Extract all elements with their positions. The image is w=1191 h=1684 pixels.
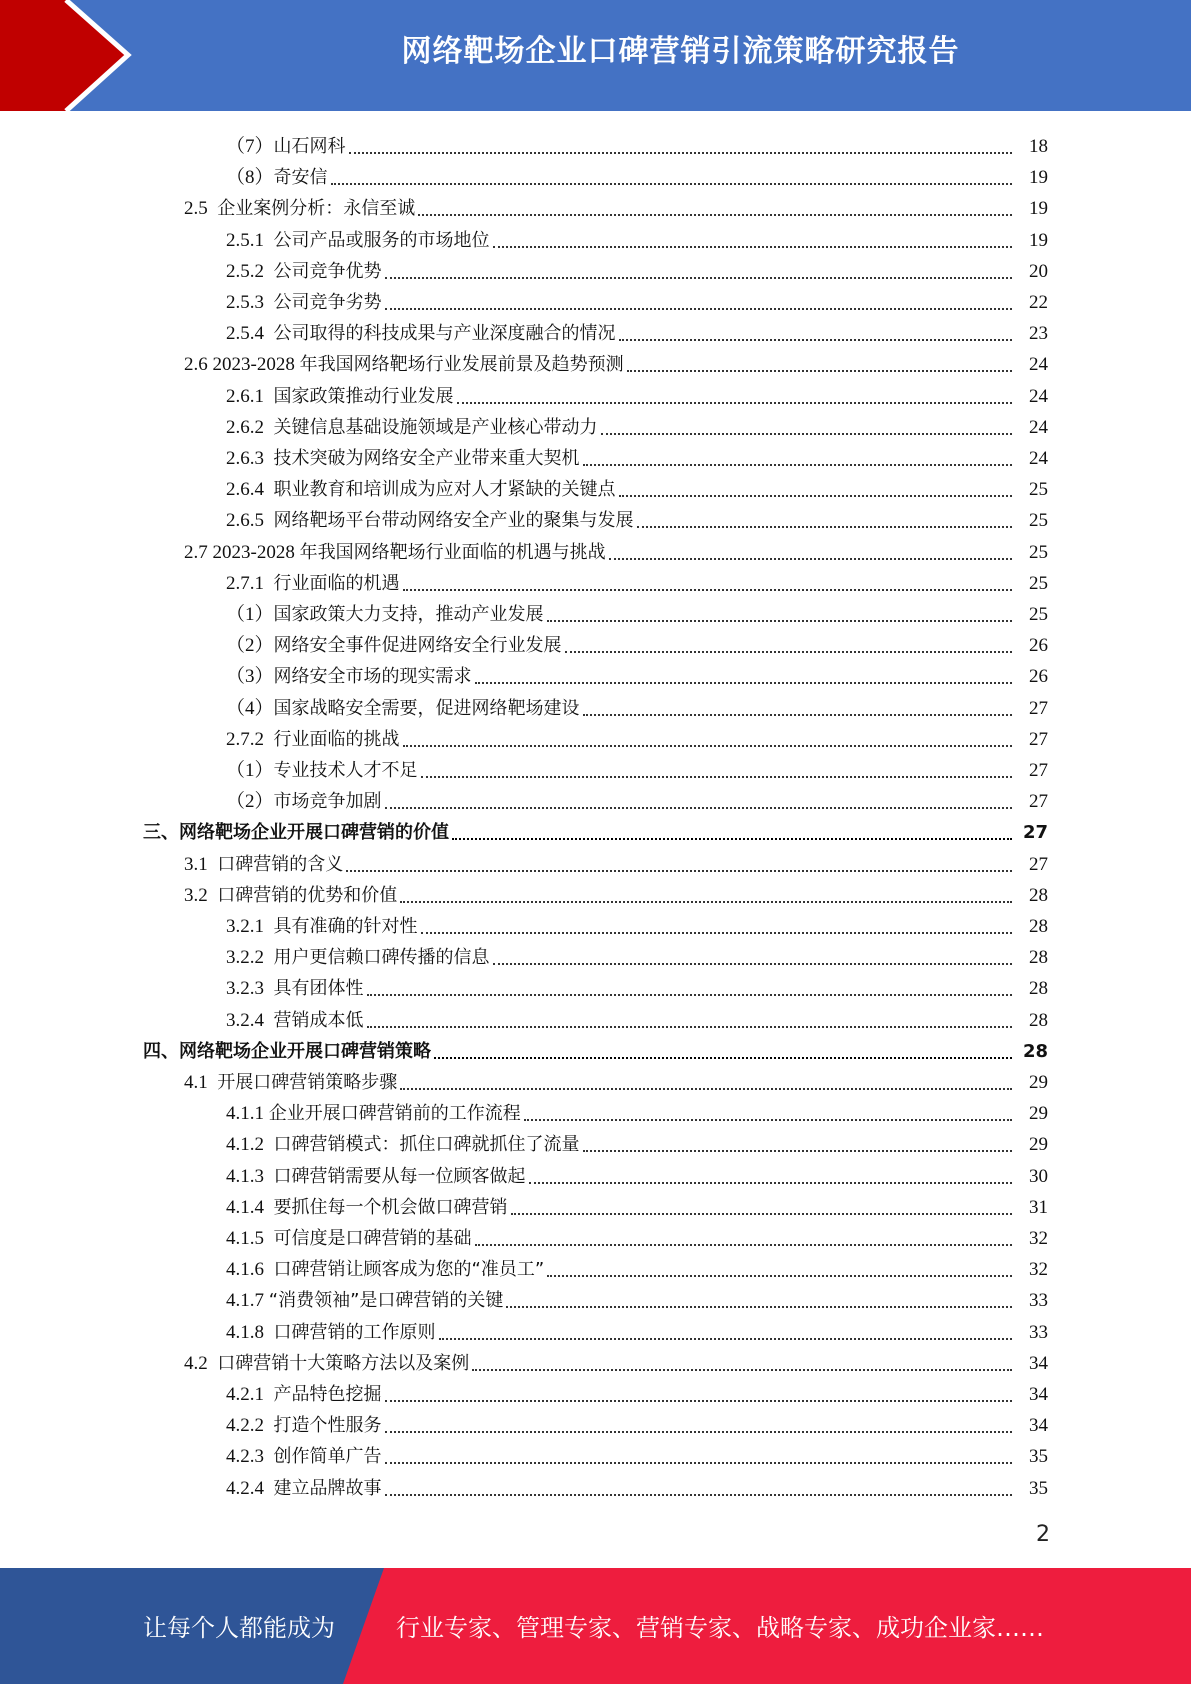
toc-entry-number: 4.2.3 bbox=[226, 1446, 274, 1468]
header-banner bbox=[0, 0, 1191, 111]
toc-entry-page: 25 bbox=[1029, 572, 1048, 594]
toc-entry-number: 3.2.4 bbox=[226, 1009, 274, 1031]
toc-entry[interactable] bbox=[0, 1345, 1191, 1376]
toc-dot-leader bbox=[547, 619, 1012, 622]
toc-entry-page: 24 bbox=[1029, 416, 1048, 438]
toc-entry-title: 公司取得的科技成果与产业深度融合的情况 bbox=[273, 323, 616, 345]
toc-entry-page: 27 bbox=[1022, 822, 1048, 844]
toc-dot-leader bbox=[385, 1430, 1013, 1433]
toc-entry-page: 22 bbox=[1029, 292, 1048, 313]
toc-entry-number: （8） bbox=[226, 167, 274, 189]
toc-entry-page: 27 bbox=[1029, 697, 1048, 719]
toc-entry-title: 国家政策推动行业发展 bbox=[273, 385, 454, 407]
toc-entry[interactable] bbox=[0, 908, 1191, 939]
toc-dot-leader bbox=[367, 1025, 1013, 1028]
footer-slogan-left: 让每个人都能成为 bbox=[143, 1614, 335, 1642]
toc-entry-page: 19 bbox=[1029, 229, 1048, 251]
toc-entry[interactable] bbox=[0, 409, 1191, 440]
toc-entry-number: 4.1.5 bbox=[226, 1228, 274, 1249]
toc-entry[interactable] bbox=[0, 658, 1191, 689]
toc-entry-page: 27 bbox=[1029, 760, 1048, 781]
toc-entry-number: 2.6.1 bbox=[226, 385, 274, 407]
toc-entry-number: （3） bbox=[226, 666, 274, 688]
toc-entry-page: 25 bbox=[1029, 541, 1048, 563]
toc-dot-leader bbox=[475, 681, 1012, 684]
toc-entry[interactable] bbox=[0, 253, 1191, 284]
toc-entry-title: 企业案例分析：永信至诚 bbox=[217, 198, 416, 220]
toc-dot-leader bbox=[439, 1337, 1013, 1340]
toc-entry-number: 4.1.1 bbox=[226, 1103, 269, 1125]
footer-slogan-right: 行业专家、管理专家、营销专家、战略专家、成功企业家…… bbox=[396, 1614, 1044, 1642]
toc-entry-page: 33 bbox=[1029, 1290, 1048, 1312]
toc-dot-leader bbox=[601, 432, 1013, 435]
toc-entry-page: 28 bbox=[1029, 978, 1048, 1000]
toc-entry-title: 职业教育和培训成为应对人才紧缺的关键点 bbox=[273, 479, 616, 501]
toc-entry-number: 3.2.2 bbox=[226, 947, 274, 969]
toc-entry-number: 4.1.6 bbox=[226, 1259, 274, 1281]
toc-entry[interactable] bbox=[0, 970, 1191, 1001]
toc-entry-title: 行业面临的挑战 bbox=[273, 728, 400, 750]
toc-entry-number: 3.2 bbox=[184, 884, 218, 906]
toc-entry-page: 28 bbox=[1029, 947, 1048, 969]
toc-entry[interactable] bbox=[0, 159, 1191, 190]
toc-entry-title: 网络靶场平台带动网络安全产业的聚集与发展 bbox=[273, 510, 634, 532]
toc-entry[interactable] bbox=[0, 284, 1191, 315]
toc-entry-title: 具有团体性 bbox=[273, 978, 364, 1000]
toc-entry-title: 网络安全事件促进网络安全行业发展 bbox=[273, 635, 562, 657]
toc-dot-leader bbox=[385, 307, 1013, 310]
toc-dot-leader bbox=[583, 713, 1012, 716]
toc-entry-page: 29 bbox=[1029, 1072, 1048, 1093]
toc-entry-page: 25 bbox=[1029, 479, 1048, 501]
toc-entry-title: 关键信息基础设施领域是产业核心带动力 bbox=[273, 416, 598, 438]
toc-dot-leader bbox=[367, 993, 1013, 996]
toc-entry-number: 2.7.2 bbox=[226, 728, 274, 750]
toc-entry-number: 2.6.2 bbox=[226, 416, 274, 438]
toc-dot-leader bbox=[403, 744, 1013, 747]
toc-dot-leader bbox=[493, 962, 1013, 965]
toc-entry-page: 23 bbox=[1029, 323, 1048, 345]
toc-entry-number: 4.1 bbox=[184, 1072, 218, 1093]
toc-dot-leader bbox=[400, 1087, 1012, 1090]
toc-dot-leader bbox=[565, 650, 1012, 653]
toc-entry[interactable] bbox=[0, 1095, 1191, 1126]
toc-entry-title: 奇安信 bbox=[273, 167, 328, 189]
toc-dot-leader bbox=[421, 931, 1013, 934]
toc-dot-leader bbox=[403, 588, 1013, 591]
toc-dot-leader bbox=[637, 525, 1013, 528]
toc-dot-leader bbox=[627, 369, 1012, 372]
toc-entry[interactable] bbox=[0, 1282, 1191, 1313]
toc-entry-title: 公司竞争优势 bbox=[273, 260, 382, 282]
toc-entry[interactable] bbox=[0, 752, 1191, 783]
toc-entry-number: 4.1.8 bbox=[226, 1321, 274, 1343]
toc-entry-title: 口碑营销需要从每一位顾客做起 bbox=[273, 1165, 526, 1187]
toc-entry-page: 24 bbox=[1029, 385, 1048, 407]
toc-entry[interactable] bbox=[0, 1126, 1191, 1157]
toc-entry-title: 企业开展口碑营销前的工作流程 bbox=[268, 1103, 521, 1125]
toc-entry-page: 24 bbox=[1029, 448, 1048, 469]
toc-entry-number: （2） bbox=[226, 791, 274, 813]
toc-entry-title: 公司竞争劣势 bbox=[273, 292, 382, 313]
toc-entry-title: 可信度是口碑营销的基础 bbox=[273, 1228, 472, 1249]
toc-entry-page: 30 bbox=[1029, 1165, 1048, 1187]
toc-entry[interactable] bbox=[0, 471, 1191, 502]
toc-entry-number: （2） bbox=[226, 635, 274, 657]
toc-entry-page: 29 bbox=[1029, 1134, 1048, 1156]
toc-entry-title: 三、网络靶场企业开展口碑营销的价值 bbox=[143, 822, 449, 844]
toc-entry-number: 2.5.1 bbox=[226, 229, 274, 251]
toc-entry-title: 国家政策大力支持，推动产业发展 bbox=[273, 604, 544, 625]
toc-dot-leader bbox=[452, 837, 1012, 840]
toc-dot-leader bbox=[511, 1212, 1013, 1215]
toc-entry-title: 口碑营销十大策略方法以及案例 bbox=[217, 1352, 470, 1374]
toc-entry-title: “消费领袖”是口碑营销的关键 bbox=[268, 1290, 504, 1312]
toc-entry-page: 19 bbox=[1029, 198, 1048, 220]
toc-entry-number: 2.5.3 bbox=[226, 292, 274, 313]
toc-dot-leader bbox=[583, 1149, 1013, 1152]
toc-entry-page: 24 bbox=[1029, 354, 1048, 376]
toc-entry-title: 山石网科 bbox=[273, 136, 346, 157]
toc-entry[interactable] bbox=[0, 1220, 1191, 1251]
toc-entry-number: 2.5.2 bbox=[226, 260, 274, 282]
toc-entry-number: 3.1 bbox=[184, 853, 218, 875]
toc-entry-page: 32 bbox=[1029, 1228, 1048, 1249]
toc-entry[interactable] bbox=[0, 1189, 1191, 1220]
toc-dot-leader bbox=[619, 494, 1013, 497]
toc-entry[interactable] bbox=[0, 222, 1191, 253]
toc-entry-page: 25 bbox=[1029, 510, 1048, 532]
toc-entry-number: 3.2.3 bbox=[226, 978, 274, 1000]
toc-entry-title: 开展口碑营销策略步骤 bbox=[217, 1072, 398, 1093]
toc-entry[interactable] bbox=[0, 596, 1191, 627]
toc-dot-leader bbox=[331, 182, 1012, 185]
toc-entry-page: 35 bbox=[1029, 1477, 1048, 1499]
toc-dot-leader bbox=[619, 338, 1013, 341]
toc-entry-page: 28 bbox=[1022, 1040, 1048, 1062]
toc-entry-page: 34 bbox=[1029, 1415, 1048, 1437]
toc-entry-number: 4.1.4 bbox=[226, 1196, 274, 1218]
toc-entry-number: 2.6.3 bbox=[226, 448, 274, 469]
toc-entry-number: 2.5 bbox=[184, 198, 218, 220]
toc-entry-page: 34 bbox=[1029, 1384, 1048, 1405]
toc-entry[interactable] bbox=[0, 346, 1191, 377]
toc-entry-number: 4.1.3 bbox=[226, 1165, 274, 1187]
toc-entry-title: 用户更信赖口碑传播的信息 bbox=[273, 947, 490, 969]
toc-entry-title: 技术突破为网络安全产业带来重大契机 bbox=[273, 448, 580, 469]
toc-entry-title: 口碑营销让顾客成为您的“准员工” bbox=[273, 1259, 545, 1281]
report-title: 网络靶场企业口碑营销引流策略研究报告 bbox=[401, 34, 960, 69]
toc-entry[interactable] bbox=[0, 783, 1191, 814]
toc-dot-leader bbox=[385, 1461, 1013, 1464]
toc-entry-number: 2.5.4 bbox=[226, 323, 274, 345]
toc-entry[interactable] bbox=[0, 1251, 1191, 1282]
toc-entry-title: 年我国网络靶场行业面临的机遇与挑战 bbox=[299, 541, 606, 563]
toc-entry[interactable] bbox=[0, 315, 1191, 346]
toc-entry-page: 32 bbox=[1029, 1259, 1048, 1281]
toc-entry-number: 3.2.1 bbox=[226, 916, 274, 937]
toc-entry-page: 19 bbox=[1029, 167, 1048, 189]
toc-entry-title: 公司产品或服务的市场地位 bbox=[273, 229, 490, 251]
toc-entry-page: 27 bbox=[1029, 791, 1048, 813]
toc-entry[interactable] bbox=[0, 1158, 1191, 1189]
toc-entry-page: 26 bbox=[1029, 666, 1048, 688]
toc-entry-page: 31 bbox=[1029, 1196, 1048, 1218]
toc-entry[interactable] bbox=[0, 128, 1191, 159]
toc-entry-number: 2.6.4 bbox=[226, 479, 274, 501]
toc-entry-number: 2.6.5 bbox=[226, 510, 274, 532]
toc-dot-leader bbox=[421, 775, 1012, 778]
toc-entry[interactable] bbox=[0, 939, 1191, 970]
toc-entry[interactable] bbox=[0, 378, 1191, 409]
toc-entry-number: 4.2.1 bbox=[226, 1384, 274, 1405]
toc-dot-leader bbox=[529, 1181, 1013, 1184]
toc-entry[interactable] bbox=[0, 877, 1191, 908]
toc-entry-title: 打造个性服务 bbox=[273, 1415, 382, 1437]
toc-dot-leader bbox=[418, 213, 1012, 216]
toc-entry[interactable] bbox=[0, 1376, 1191, 1407]
toc-entry-title: 国家战略安全需要，促进网络靶场建设 bbox=[273, 697, 580, 719]
toc-entry-number: 4.1.7 bbox=[226, 1290, 269, 1312]
toc-entry[interactable] bbox=[0, 190, 1191, 221]
toc-entry-number: 4.2.4 bbox=[226, 1477, 274, 1499]
toc-entry-title: 营销成本低 bbox=[273, 1009, 364, 1031]
toc-entry-page: 27 bbox=[1029, 728, 1048, 750]
toc-entry[interactable] bbox=[0, 721, 1191, 752]
toc-dot-leader bbox=[385, 806, 1012, 809]
toc-entry-page: 28 bbox=[1029, 884, 1048, 906]
toc-entry-number: 2.7.1 bbox=[226, 572, 274, 594]
toc-entry-title: 年我国网络靶场行业发展前景及趋势预测 bbox=[299, 354, 624, 376]
toc-dot-leader bbox=[547, 1274, 1012, 1277]
toc-entry-title: 市场竞争加剧 bbox=[273, 791, 382, 813]
toc-entry[interactable] bbox=[0, 814, 1191, 845]
toc-entry-number: 2.6 2023-2028 bbox=[184, 354, 300, 376]
toc-entry-number: 4.2 bbox=[184, 1352, 218, 1374]
toc-entry-title: 行业面临的机遇 bbox=[273, 572, 400, 594]
toc-entry-title: 产品特色挖掘 bbox=[273, 1384, 382, 1405]
toc-dot-leader bbox=[506, 1305, 1012, 1308]
toc-entry-number: （7） bbox=[226, 136, 274, 157]
toc-dot-leader bbox=[609, 557, 1012, 560]
toc-dot-leader bbox=[524, 1118, 1012, 1121]
toc-dot-leader bbox=[400, 900, 1012, 903]
toc-entry-title: 口碑营销的工作原则 bbox=[273, 1321, 436, 1343]
toc-dot-leader bbox=[475, 1243, 1013, 1246]
toc-entry-number: （1） bbox=[226, 760, 274, 781]
toc-dot-leader bbox=[346, 869, 1012, 872]
toc-entry-title: 口碑营销模式：抓住口碑就抓住了流量 bbox=[273, 1134, 580, 1156]
toc-entry-title: 四、网络靶场企业开展口碑营销策略 bbox=[143, 1040, 431, 1062]
toc-entry-number: 4.2.2 bbox=[226, 1415, 274, 1437]
toc-dot-leader bbox=[434, 1056, 1012, 1059]
toc-entry-page: 27 bbox=[1029, 853, 1048, 875]
toc-entry[interactable] bbox=[0, 1438, 1191, 1469]
toc-entry-number: （1） bbox=[226, 604, 274, 625]
toc-entry-title: 要抓住每一个机会做口碑营销 bbox=[273, 1196, 508, 1218]
toc-entry-page: 33 bbox=[1029, 1321, 1048, 1343]
toc-entry-title: 口碑营销的含义 bbox=[217, 853, 344, 875]
toc-entry-page: 29 bbox=[1029, 1103, 1048, 1125]
toc-entry-page: 34 bbox=[1029, 1352, 1048, 1374]
toc-entry-title: 专业技术人才不足 bbox=[273, 760, 418, 781]
toc-entry[interactable] bbox=[0, 565, 1191, 596]
page-number: 2 bbox=[1036, 1522, 1050, 1547]
toc-entry[interactable] bbox=[0, 440, 1191, 471]
toc-dot-leader bbox=[493, 245, 1013, 248]
toc-entry[interactable] bbox=[0, 690, 1191, 721]
toc-entry[interactable] bbox=[0, 627, 1191, 658]
arrow-chevron-icon bbox=[0, 0, 160, 111]
toc-entry[interactable] bbox=[0, 1470, 1191, 1501]
toc-entry-number: 4.1.2 bbox=[226, 1134, 274, 1156]
toc-entry-page: 35 bbox=[1029, 1446, 1048, 1468]
toc-entry-page: 25 bbox=[1029, 604, 1048, 625]
toc-entry-title: 口碑营销的优势和价值 bbox=[217, 884, 398, 906]
toc-dot-leader bbox=[472, 1368, 1012, 1371]
footer-banner bbox=[0, 1568, 1191, 1684]
toc-entry[interactable] bbox=[0, 534, 1191, 565]
toc-entry[interactable] bbox=[0, 1033, 1191, 1064]
toc-dot-leader bbox=[385, 276, 1013, 279]
toc-entry-title: 网络安全市场的现实需求 bbox=[273, 666, 472, 688]
toc-dot-leader bbox=[349, 151, 1012, 154]
toc-entry[interactable] bbox=[0, 1002, 1191, 1033]
toc-dot-leader bbox=[583, 463, 1013, 466]
toc-entry-page: 18 bbox=[1029, 136, 1048, 157]
toc-dot-leader bbox=[457, 401, 1013, 404]
toc-dot-leader bbox=[385, 1399, 1013, 1402]
toc-entry-number: 2.7 2023-2028 bbox=[184, 541, 300, 563]
toc-entry-page: 28 bbox=[1029, 1009, 1048, 1031]
toc-entry[interactable] bbox=[0, 1314, 1191, 1345]
toc-entry[interactable] bbox=[0, 1407, 1191, 1438]
toc-entry[interactable] bbox=[0, 1064, 1191, 1095]
toc-entry[interactable] bbox=[0, 502, 1191, 533]
toc-entry-number: （4） bbox=[226, 697, 274, 719]
toc-entry-page: 20 bbox=[1029, 260, 1048, 282]
toc-entry-page: 28 bbox=[1029, 916, 1048, 937]
toc-entry-title: 具有准确的针对性 bbox=[273, 916, 418, 937]
toc-entry-title: 创作简单广告 bbox=[273, 1446, 382, 1468]
toc-entry-title: 建立品牌故事 bbox=[273, 1477, 382, 1499]
toc-entry[interactable] bbox=[0, 846, 1191, 877]
toc-dot-leader bbox=[385, 1493, 1013, 1496]
toc-entry-page: 26 bbox=[1029, 635, 1048, 657]
